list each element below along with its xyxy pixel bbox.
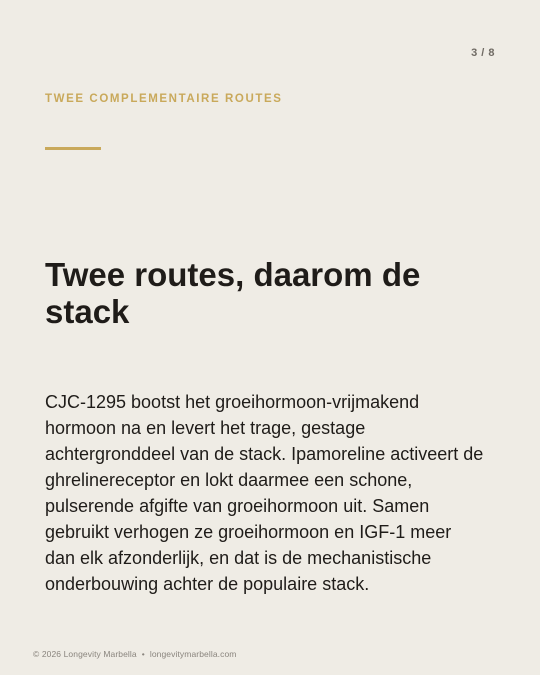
page-title: Twee routes, daarom de stack	[45, 256, 421, 330]
footer-separator: •	[141, 649, 145, 659]
section-eyebrow: TWEE COMPLEMENTAIRE ROUTES	[45, 93, 283, 105]
footer-copyright: © 2026 Longevity Marbella	[33, 649, 137, 659]
accent-divider	[45, 147, 101, 150]
footer	[33, 649, 237, 659]
body-paragraph: CJC-1295 bootst het groeihormoon-vrijmakend hormoon na en levert het trage, gestage achtergronddeel van de stack. Ipamoreline activeert de ghrelinereceptor en lokt daarmee een schone, pulserende afgifte van groeihormoon uit. Samen gebruikt verhogen ze groeihormoon en IGF-1 meer dan elk afzonderlijk, en dat is de mechanistische onderbouwing achter de populaire stack.	[45, 392, 484, 594]
page-counter: 3 / 8	[471, 47, 495, 59]
footer-website-link[interactable]: longevitymarbella.com	[149, 649, 237, 659]
